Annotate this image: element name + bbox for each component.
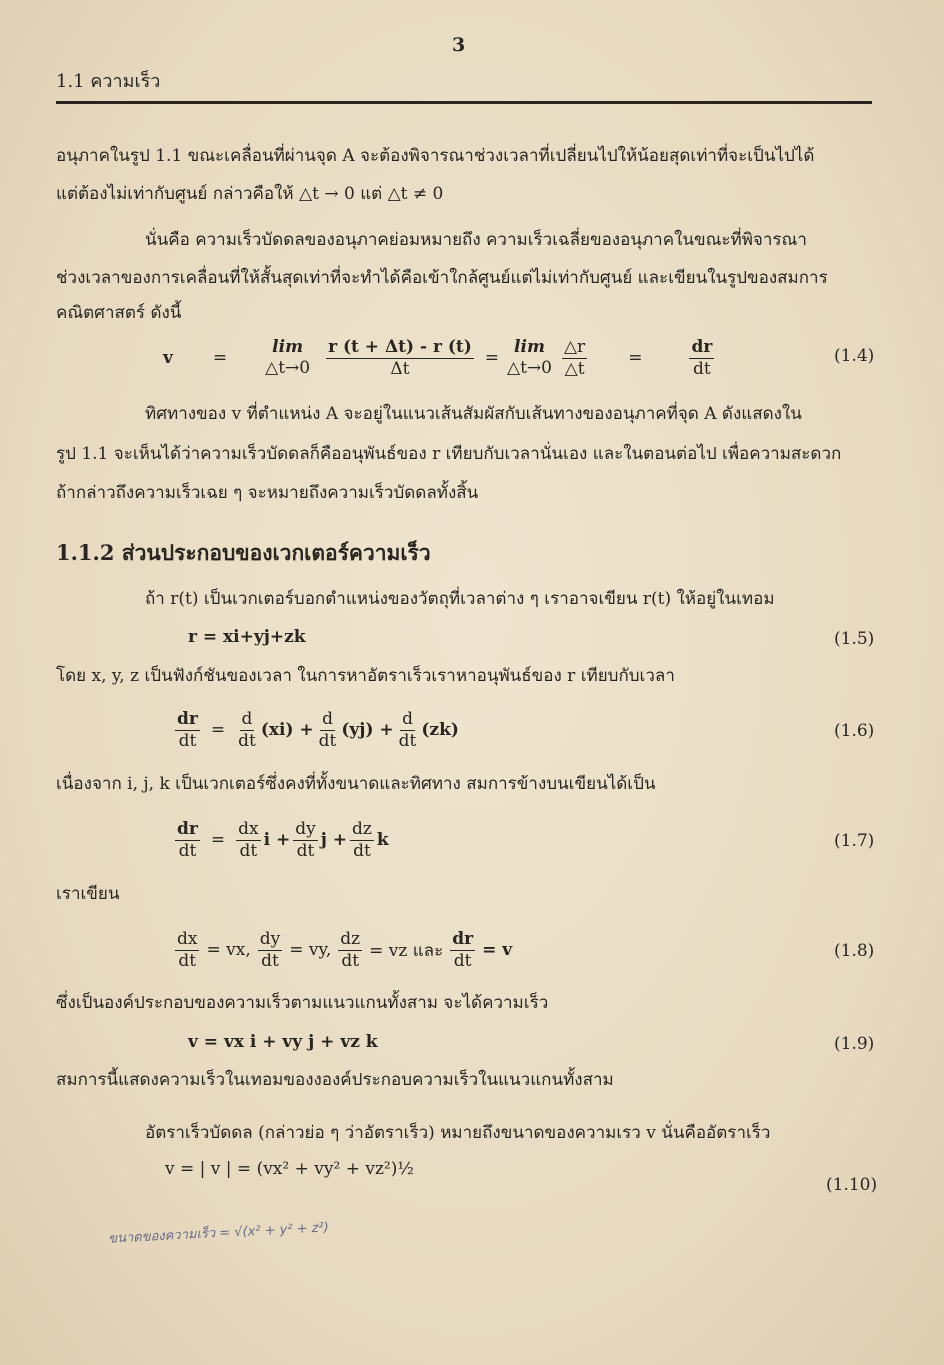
- equation-1-5: r = xi+yj+zk: [188, 627, 306, 647]
- paragraph-line: อัตราเร็วบัดดล (กล่าวย่อ ๆ ว่าอัตราเร็ว) หมายถึงขนาดของความเรว v นั่นคืออัตราเร็ว: [145, 1123, 771, 1143]
- equation-number: (1.8): [834, 941, 875, 961]
- header-rule: [56, 101, 872, 104]
- paragraph-line: ทิศทางของ v ที่ตำแหน่ง A จะอยู่ในแนวเส้นสัมผัสกับเส้นทางของอนุภาคที่จุด A ดังแสดงใน: [145, 404, 802, 424]
- paragraph-line: โดย x, y, z เป็นฟังก์ชันของเวลา ในการหาอัตราเร็วเราหาอนุพันธ์ของ r เทียบกับเวลา: [56, 666, 675, 686]
- equation-1-6: $\frac{dr}{dt}$ = $\frac{d}{dt}$ (xi) + $\frac{d}{dt}$ (yj) + $\frac{d}{dt}$ (zk): [177, 709, 459, 751]
- equation-number: (1.7): [834, 831, 875, 851]
- equation-1-4: v = lim △t→0 $\frac{r (t + \Delta t) - r (t)}{\Delta t}$ = lim △t→0 $\frac{\triangle r}{\triangle t}$ = $\frac{dr}{dt}$: [163, 337, 713, 379]
- equation-1-9: v = vx i + vy j + vz k: [188, 1032, 378, 1052]
- paragraph-line: อนุภาคในรูป 1.1 ขณะเคลื่อนที่ผ่านจุด A จะต้องพิจารณาช่วงเวลาที่เปลี่ยนไปให้น้อยสุดเท่าที่จะเป็นไปได้: [56, 146, 815, 166]
- limit-operator: lim △t→0: [507, 337, 552, 379]
- section-heading: 1.1.2 ส่วนประกอบของเวกเตอร์ความเร็ว: [56, 540, 431, 565]
- equation-1-7: $\frac{dr}{dt}$ = $\frac{dx}{dt}$ i + $\frac{dy}{dt}$ j + $\frac{dz}{dt}$ k: [177, 819, 389, 861]
- equation-number: (1.6): [834, 721, 875, 741]
- paragraph-line: รูป 1.1 จะเห็นได้ว่าความเร็วบัดดลก็คืออนุพันธ์ของ r เทียบกับเวลานั่นเอง และในตอนต่อไป เพื่อความสะดวก: [56, 444, 842, 464]
- limit-operator: lim △t→0: [265, 337, 311, 379]
- equation-number: (1.10): [826, 1175, 878, 1195]
- paragraph-line: เราเขียน: [56, 884, 120, 904]
- paragraph-line: นั่นคือ ความเร็วบัดดลของอนุภาคย่อมหมายถึง ความเร็วเฉลี่ยของอนุภาคในขณะที่พิจารณา: [145, 230, 807, 250]
- equation-1-8: $\frac{dx}{dt}$ = vx, $\frac{dy}{dt}$ = vy, $\frac{dz}{dt}$ = vz และ $\frac{dr}{dt}$ = v: [177, 929, 513, 971]
- paragraph-line: ถ้า r(t) เป็นเวกเตอร์บอกตำแหน่งของวัตถุที่เวลาต่าง ๆ เราอาจเขียน r(t) ให้อยู่ในเทอม: [145, 589, 775, 609]
- paragraph-line: ซึ่งเป็นองค์ประกอบของความเร็วตามแนวแกนทั้งสาม จะได้ความเร็ว: [56, 993, 549, 1013]
- paragraph-line: ถ้ากล่าวถึงความเร็วเฉย ๆ จะหมายถึงความเร็วบัดดลทั้งสิ้น: [56, 483, 479, 503]
- handwritten-annotation: ขนาดของความเร็ว = √(x² + y² + z²): [107, 1220, 330, 1247]
- equation-1-10: v = | v | = (vx² + vy² + vz²)½: [165, 1159, 414, 1179]
- equation-number: (1.9): [834, 1034, 875, 1054]
- paragraph-line: สมการนี้แสดงความเร็วในเทอมของงองค์ประกอบความเร็วในแนวแกนทั้งสาม: [56, 1070, 614, 1090]
- paragraph-line: เนื่องจาก i, j, k เป็นเวกเตอร์ซึ่งคงที่ทั้งขนาดและทิศทาง สมการข้างบนเขียนได้เป็น: [56, 774, 656, 794]
- running-header: 1.1 ความเร็ว: [56, 71, 161, 92]
- equation-number: (1.4): [834, 346, 875, 366]
- paragraph-line: แต่ต้องไม่เท่ากับศูนย์ กล่าวคือให้ △t → 0 แต่ △t ≠ 0: [56, 184, 444, 204]
- paragraph-line: ช่วงเวลาของการเคลื่อนที่ให้สั้นสุดเท่าที่จะทำได้คือเข้าใกล้ศูนย์แต่ไม่เท่ากับศูนย์ และเขียนในรูปของสมการ: [56, 268, 828, 288]
- equation-number: (1.5): [834, 629, 875, 649]
- paragraph-line: คณิตศาสตร์ ดังนี้: [56, 303, 182, 323]
- page-number: 3: [452, 34, 466, 56]
